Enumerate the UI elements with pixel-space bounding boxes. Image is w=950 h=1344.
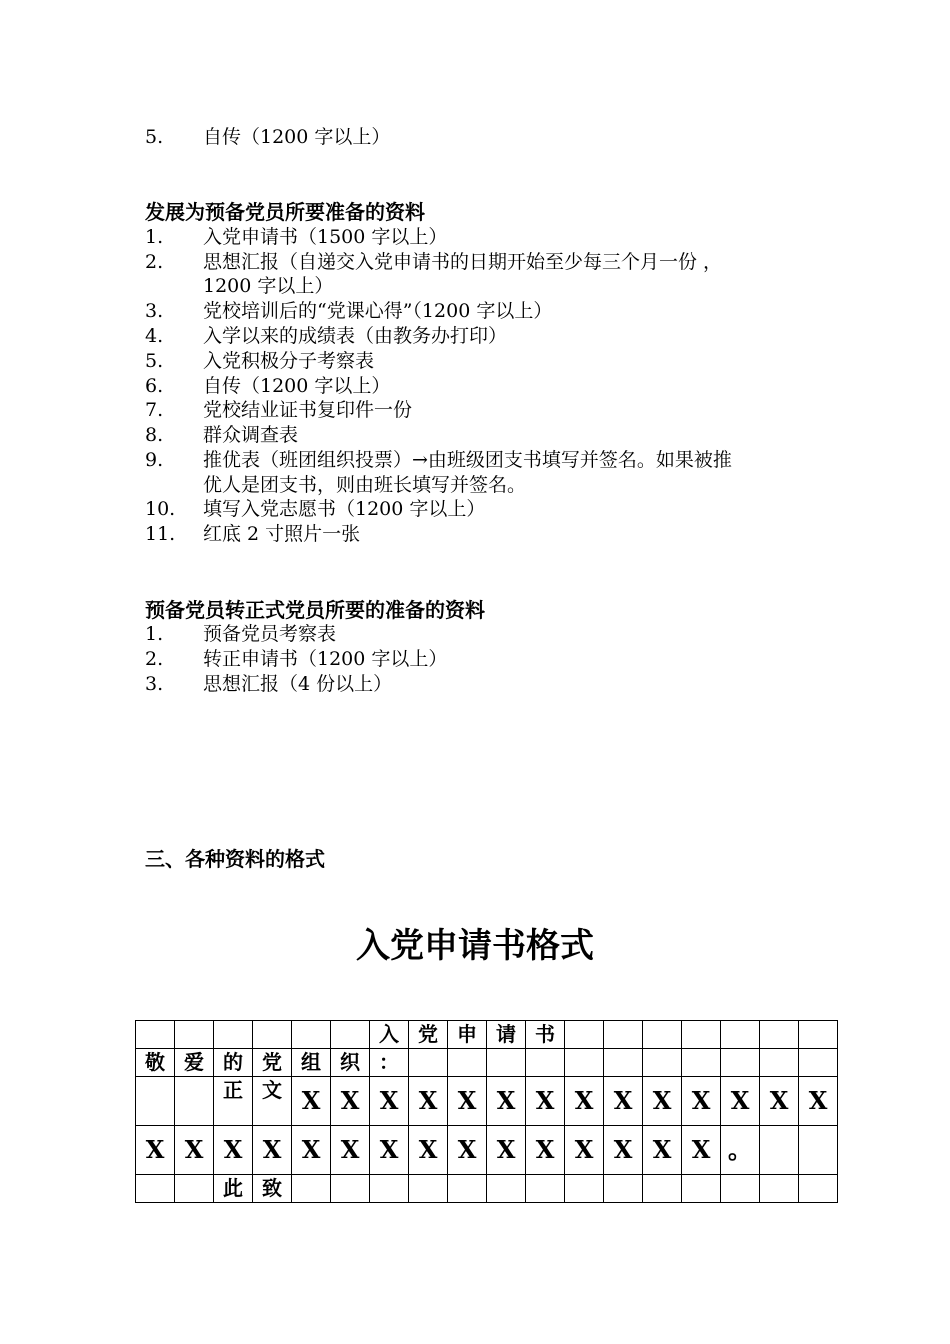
grid-cell: X [448,1077,487,1126]
grid-cell [760,1021,799,1049]
grid-cell: X [409,1077,448,1126]
grid-cell: X [253,1126,292,1175]
list-number: 2. [145,251,164,273]
grid-cell: 的 [214,1049,253,1077]
grid-cell: 织 [331,1049,370,1077]
grid-cell [721,1021,760,1049]
grid-cell [604,1175,643,1203]
grid-cell: 组 [292,1049,331,1077]
grid-cell [370,1175,409,1203]
list-item-text-continued: 优人是团支书，则由班长填写并签名。 [203,474,527,496]
grid-row [136,1077,838,1126]
grid-cell: 书 [526,1021,565,1049]
grid-cell: X [136,1126,175,1175]
grid-cell: 敬 [136,1049,175,1077]
grid-cell [760,1126,799,1175]
grid-cell [682,1021,721,1049]
list-number: 5. [145,350,164,372]
grid-cell: X [175,1126,214,1175]
grid-cell: 正 [214,1077,253,1126]
grid-cell [448,1049,487,1077]
list-item-text: 入党积极分子考察表 [203,350,375,372]
grid-cell [799,1126,838,1175]
grid-cell: 此 [214,1175,253,1203]
list-number: 11. [145,523,176,545]
list-item-text: 群众调查表 [203,424,299,446]
section-heading-formats: 三、各种资料的格式 [145,847,325,871]
grid-cell: X [292,1126,331,1175]
grid-cell [565,1049,604,1077]
grid-cell: 申 [448,1021,487,1049]
grid-cell [526,1049,565,1077]
list-item-text-continued: 1200 字以上） [203,275,334,297]
section-heading-full-member: 预备党员转正式党员所要的准备的资料 [145,598,485,622]
list-item-text: 红底 2 寸照片一张 [203,523,361,545]
list-number: 2. [145,648,164,670]
grid-cell [799,1049,838,1077]
list-number: 1. [145,623,164,645]
grid-cell: 致 [253,1175,292,1203]
grid-cell: X [292,1077,331,1126]
grid-cell: 入 [370,1021,409,1049]
list-item-text: 推优表（班团组织投票）→由班级团支书填写并签名。如果被推 [203,449,732,471]
grid-cell [409,1175,448,1203]
grid-cell [604,1021,643,1049]
grid-cell: X [799,1077,838,1126]
grid-cell [175,1175,214,1203]
grid-row [136,1126,838,1175]
grid-cell [487,1175,526,1203]
grid-cell: X [331,1126,370,1175]
grid-cell: 爱 [175,1049,214,1077]
grid-cell [604,1049,643,1077]
list-number: 3. [145,673,164,695]
list-number: 10. [145,498,176,520]
grid-cell: X [526,1077,565,1126]
list-item-text: 预备党员考察表 [203,623,337,645]
grid-cell [448,1175,487,1203]
grid-cell [292,1175,331,1203]
grid-cell: 党 [409,1021,448,1049]
grid-cell: 请 [487,1021,526,1049]
grid-cell: X [565,1126,604,1175]
list-item-text: 思想汇报（4 份以上） [203,673,393,695]
grid-cell [643,1175,682,1203]
format-title: 入党申请书格式 [356,926,594,966]
grid-cell: X [448,1126,487,1175]
grid-cell: X [214,1126,253,1175]
list-item-text: 自传（1200 字以上） [203,375,391,397]
list-number: 6. [145,375,164,397]
grid-cell: X [643,1126,682,1175]
grid-cell: X [331,1077,370,1126]
grid-cell: X [682,1077,721,1126]
grid-cell [565,1021,604,1049]
grid-cell: X [721,1077,760,1126]
grid-cell [643,1021,682,1049]
grid-cell [760,1175,799,1203]
grid-cell [721,1175,760,1203]
grid-cell [175,1077,214,1126]
grid-cell [253,1021,292,1049]
grid-cell: X [487,1126,526,1175]
grid-cell: X [604,1126,643,1175]
grid-cell: X [760,1077,799,1126]
grid-cell [409,1049,448,1077]
grid-cell [175,1021,214,1049]
grid-cell [799,1021,838,1049]
grid-cell [526,1175,565,1203]
list-number: 1. [145,226,164,248]
list-number: 3. [145,300,164,322]
grid-cell: X [487,1077,526,1126]
grid-cell: X [370,1077,409,1126]
list-number: 5. [145,126,164,148]
list-item-text: 党校培训后的“党课心得”（1200 字以上） [203,300,553,322]
grid-cell: X [370,1126,409,1175]
list-item-text: 填写入党志愿书（1200 字以上） [203,498,486,520]
grid-cell: 党 [253,1049,292,1077]
grid-cell [331,1021,370,1049]
list-number: 4. [145,325,164,347]
grid-cell [292,1021,331,1049]
grid-cell [136,1077,175,1126]
grid-cell: ： [370,1049,409,1077]
grid-cell: X [604,1077,643,1126]
grid-cell [799,1175,838,1203]
section-heading-probationary: 发展为预备党员所要准备的资料 [145,200,425,224]
grid-cell [682,1175,721,1203]
grid-cell: X [409,1126,448,1175]
grid-cell [565,1175,604,1203]
grid-cell [487,1049,526,1077]
grid-cell [331,1175,370,1203]
list-item-text: 入党申请书（1500 字以上） [203,226,448,248]
grid-cell: X [643,1077,682,1126]
manuscript-grid [135,1020,838,1203]
list-number: 7. [145,399,164,421]
grid-cell: X [682,1126,721,1175]
grid-cell [721,1049,760,1077]
grid-cell: X [526,1126,565,1175]
list-item-text: 转正申请书（1200 字以上） [203,648,448,670]
grid-row [136,1175,838,1203]
grid-row [136,1021,838,1049]
grid-cell [643,1049,682,1077]
list-number: 8. [145,424,164,446]
grid-cell [682,1049,721,1077]
list-item-text: 思想汇报（自递交入党申请书的日期开始至少每三个月一份 ， [203,251,723,273]
list-item-text: 入学以来的成绩表（由教务办打印） [203,325,508,347]
list-item-text: 党校结业证书复印件一份 [203,399,413,421]
list-item-text: 自传（1200 字以上） [203,126,391,148]
grid-cell [136,1021,175,1049]
grid-cell [214,1021,253,1049]
grid-cell [760,1049,799,1077]
grid-cell: X [565,1077,604,1126]
grid-cell [136,1175,175,1203]
list-number: 9. [145,449,164,471]
grid-row [136,1049,838,1077]
grid-cell: 文 [253,1077,292,1126]
grid-cell: 。 [721,1126,760,1175]
